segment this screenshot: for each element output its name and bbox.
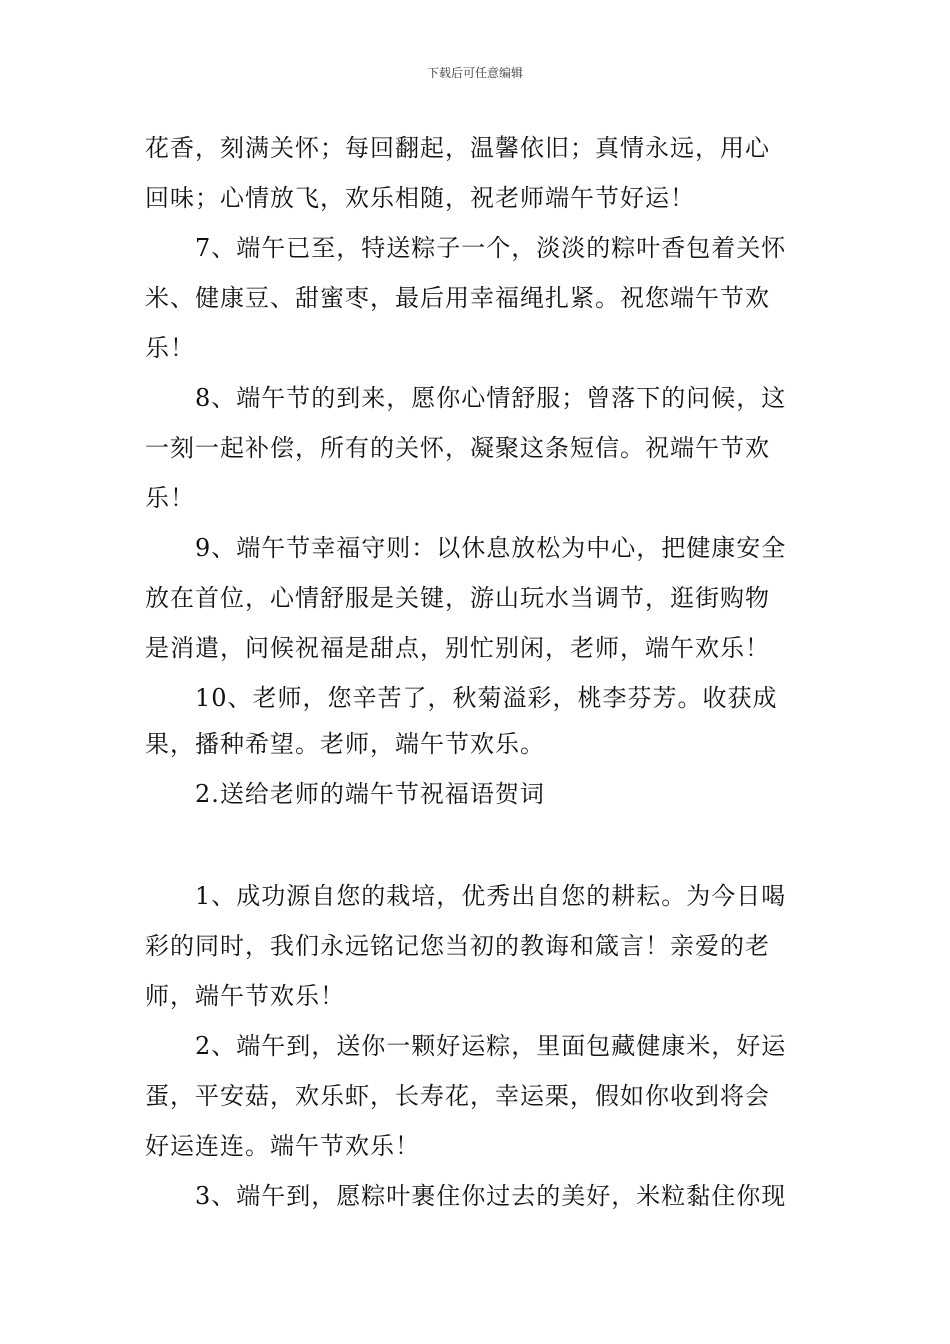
text-line: 7、端午已至，特送粽子一个，淡淡的粽叶香包着关怀 bbox=[195, 234, 787, 262]
text-line: 米、健康豆、甜蜜枣，最后用幸福绳扎紧。祝您端午节欢 bbox=[145, 284, 770, 312]
text-line: 3、端午到，愿粽叶裹住你过去的美好，米粒黏住你现 bbox=[195, 1182, 787, 1210]
page-header: 下载后可任意编辑 bbox=[426, 66, 523, 80]
text-line: 果，播种希望。老师，端午节欢乐。 bbox=[145, 730, 545, 758]
section-heading: 2.送给老师的端午节祝福语贺词 bbox=[195, 780, 545, 808]
text-line: 彩的同时，我们永远铭记您当初的教诲和箴言！亲爱的老 bbox=[145, 932, 770, 960]
text-line: 蛋，平安菇，欢乐虾，长寿花，幸运栗，假如你收到将会 bbox=[145, 1082, 770, 1110]
text-line: 乐！ bbox=[145, 334, 195, 362]
text-line: 师，端午节欢乐！ bbox=[145, 982, 345, 1010]
text-line: 回味；心情放飞，欢乐相随，祝老师端午节好运！ bbox=[145, 184, 695, 212]
text-line: 2、端午到，送你一颗好运粽，里面包藏健康米，好运 bbox=[195, 1032, 787, 1060]
text-line: 放在首位，心情舒服是关键，游山玩水当调节，逛街购物 bbox=[145, 584, 770, 612]
text-line: 10、老师，您辛苦了，秋菊溢彩，桃李芬芳。收获成 bbox=[195, 684, 778, 712]
text-line: 花香，刻满关怀；每回翻起，温馨依旧；真情永远，用心 bbox=[145, 134, 770, 162]
text-line: 一刻一起补偿，所有的关怀，凝聚这条短信。祝端午节欢 bbox=[145, 434, 770, 462]
text-line: 8、端午节的到来，愿你心情舒服；曾落下的问候，这 bbox=[195, 384, 787, 412]
text-line: 1、成功源自您的栽培，优秀出自您的耕耘。为今日喝 bbox=[195, 882, 787, 910]
text-line: 9、端午节幸福守则：以休息放松为中心，把健康安全 bbox=[195, 534, 787, 562]
text-line: 乐！ bbox=[145, 484, 195, 512]
text-line: 好运连连。端午节欢乐！ bbox=[145, 1132, 420, 1160]
text-line: 是消遣，问候祝福是甜点，别忙别闲，老师，端午欢乐！ bbox=[145, 634, 770, 662]
